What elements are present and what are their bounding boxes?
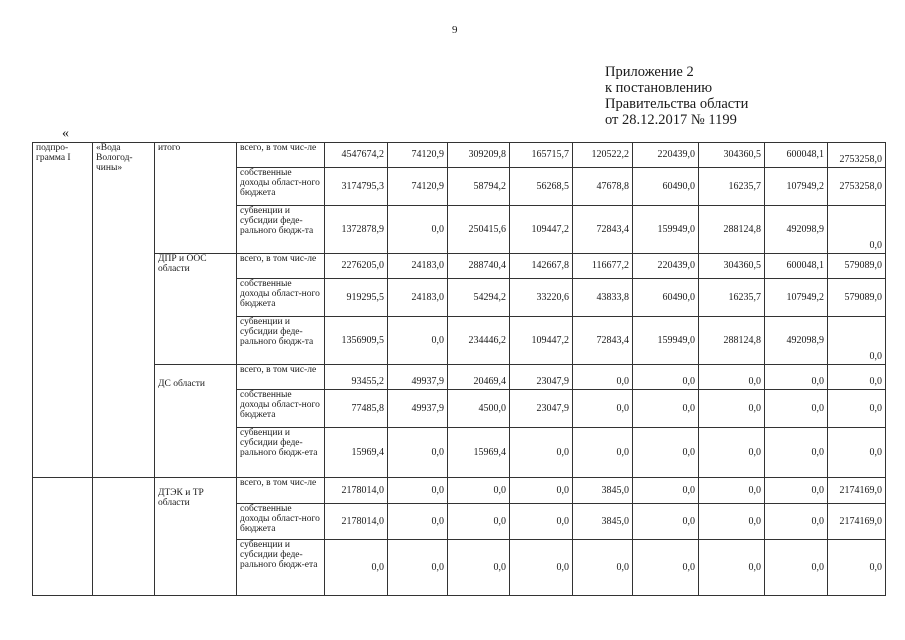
program-cell: подпро-грамма I — [33, 143, 93, 478]
program-name-cell: «Вода Вологод-чины» — [93, 143, 155, 478]
funding-type-cell: всего, в том чис-ле — [237, 478, 325, 504]
value-cell: 0,0 — [448, 478, 510, 504]
value-cell: 1356909,5 — [325, 317, 388, 365]
value-cell: 220439,0 — [633, 143, 699, 168]
value-cell: 0,0 — [388, 540, 448, 596]
program-cell-continued — [33, 478, 93, 596]
value-cell: 0,0 — [633, 504, 699, 540]
value-cell: 15969,4 — [448, 428, 510, 478]
value-cell: 3845,0 — [573, 504, 633, 540]
value-cell: 0,0 — [325, 540, 388, 596]
value-cell: 0,0 — [573, 390, 633, 428]
funding-type-cell: субвенции и субсидии феде-рального бюдж-та — [237, 317, 325, 365]
program-name-cell-continued — [93, 478, 155, 596]
funding-type-cell: субвенции и субсидии феде-рального бюдж-ета — [237, 540, 325, 596]
table-row — [33, 365, 886, 390]
funding-type-cell: всего, в том чис-ле — [237, 143, 325, 168]
value-cell: 579089,0 — [828, 279, 886, 317]
value-cell: 2178014,0 — [325, 478, 388, 504]
value-cell: 492098,9 — [765, 317, 828, 365]
value-cell: 288124,8 — [699, 317, 765, 365]
value-cell: 16235,7 — [699, 168, 765, 206]
value-cell: 49937,9 — [388, 390, 448, 428]
value-cell: 0,0 — [765, 504, 828, 540]
value-cell: 3174795,3 — [325, 168, 388, 206]
value-cell: 0,0 — [828, 206, 886, 254]
table-row — [33, 254, 886, 279]
value-cell: 579089,0 — [828, 254, 886, 279]
funding-type-cell: всего, в том чис-ле — [237, 254, 325, 279]
value-cell: 0,0 — [510, 478, 573, 504]
value-cell: 0,0 — [388, 504, 448, 540]
value-cell: 2276205,0 — [325, 254, 388, 279]
annex-line-1: Приложение 2 — [605, 64, 694, 80]
value-cell: 60490,0 — [633, 279, 699, 317]
value-cell: 77485,8 — [325, 390, 388, 428]
value-cell: 492098,9 — [765, 206, 828, 254]
value-cell: 0,0 — [573, 365, 633, 390]
value-cell: 4547674,2 — [325, 143, 388, 168]
budget-table — [32, 142, 886, 596]
annex-header — [605, 64, 748, 128]
value-cell: 0,0 — [699, 390, 765, 428]
value-cell: 2753258,0 — [828, 143, 886, 168]
value-cell: 74120,9 — [388, 143, 448, 168]
value-cell: 60490,0 — [633, 168, 699, 206]
value-cell: 2174169,0 — [828, 478, 886, 504]
annex-line-4: от 28.12.2017 № 1199 — [605, 112, 737, 128]
value-cell: 109447,2 — [510, 206, 573, 254]
value-cell: 16235,7 — [699, 279, 765, 317]
value-cell: 109447,2 — [510, 317, 573, 365]
value-cell: 20469,4 — [448, 365, 510, 390]
value-cell: 142667,8 — [510, 254, 573, 279]
funding-type-cell: всего, в том чис-ле — [237, 365, 325, 390]
page-number: 9 — [452, 24, 458, 36]
funding-type-cell: собственные доходы област-ного бюджета — [237, 279, 325, 317]
value-cell: 107949,2 — [765, 168, 828, 206]
funding-type-cell: собственные доходы област-ного бюджета — [237, 504, 325, 540]
value-cell: 309209,8 — [448, 143, 510, 168]
annex-line-3: Правительства области — [605, 96, 749, 112]
value-cell: 0,0 — [388, 428, 448, 478]
value-cell: 919295,5 — [325, 279, 388, 317]
value-cell: 0,0 — [510, 540, 573, 596]
value-cell: 116677,2 — [573, 254, 633, 279]
value-cell: 2174169,0 — [828, 504, 886, 540]
value-cell: 0,0 — [699, 504, 765, 540]
value-cell: 43833,8 — [573, 279, 633, 317]
value-cell: 288124,8 — [699, 206, 765, 254]
value-cell: 0,0 — [765, 540, 828, 596]
value-cell: 0,0 — [828, 540, 886, 596]
value-cell: 74120,9 — [388, 168, 448, 206]
value-cell: 304360,5 — [699, 254, 765, 279]
value-cell: 304360,5 — [699, 143, 765, 168]
value-cell: 0,0 — [388, 478, 448, 504]
value-cell: 159949,0 — [633, 206, 699, 254]
value-cell: 0,0 — [765, 478, 828, 504]
value-cell: 0,0 — [828, 317, 886, 365]
value-cell: 0,0 — [448, 504, 510, 540]
value-cell: 234446,2 — [448, 317, 510, 365]
value-cell: 107949,2 — [765, 279, 828, 317]
value-cell: 165715,7 — [510, 143, 573, 168]
value-cell: 33220,6 — [510, 279, 573, 317]
value-cell: 15969,4 — [325, 428, 388, 478]
value-cell: 58794,2 — [448, 168, 510, 206]
value-cell: 0,0 — [573, 540, 633, 596]
value-cell: 250415,6 — [448, 206, 510, 254]
funding-type-cell: собственные доходы област-ного бюджета — [237, 168, 325, 206]
value-cell: 0,0 — [510, 428, 573, 478]
value-cell: 0,0 — [699, 428, 765, 478]
value-cell: 1372878,9 — [325, 206, 388, 254]
value-cell: 288740,4 — [448, 254, 510, 279]
value-cell: 0,0 — [388, 317, 448, 365]
value-cell: 24183,0 — [388, 279, 448, 317]
value-cell: 0,0 — [633, 478, 699, 504]
executor-cell: ДС области — [155, 365, 237, 478]
value-cell: 0,0 — [828, 428, 886, 478]
value-cell: 0,0 — [828, 365, 886, 390]
value-cell: 54294,2 — [448, 279, 510, 317]
value-cell: 72843,4 — [573, 317, 633, 365]
value-cell: 0,0 — [448, 540, 510, 596]
value-cell: 3845,0 — [573, 478, 633, 504]
funding-type-cell: собственные доходы област-ного бюджета — [237, 390, 325, 428]
value-cell: 0,0 — [510, 504, 573, 540]
value-cell: 23047,9 — [510, 365, 573, 390]
value-cell: 220439,0 — [633, 254, 699, 279]
opening-quote-mark: « — [62, 126, 69, 141]
value-cell: 0,0 — [573, 428, 633, 478]
annex-line-2: к постановлению — [605, 80, 713, 96]
value-cell: 0,0 — [765, 428, 828, 478]
value-cell: 0,0 — [633, 390, 699, 428]
value-cell: 49937,9 — [388, 365, 448, 390]
value-cell: 56268,5 — [510, 168, 573, 206]
value-cell: 2178014,0 — [325, 504, 388, 540]
value-cell: 0,0 — [699, 365, 765, 390]
value-cell: 0,0 — [633, 540, 699, 596]
executor-cell: ДТЭК и ТР области — [155, 478, 237, 596]
value-cell: 23047,9 — [510, 390, 573, 428]
table-row — [33, 478, 886, 504]
funding-type-cell: субвенции и субсидии феде-рального бюдж-та — [237, 206, 325, 254]
value-cell: 0,0 — [699, 478, 765, 504]
executor-cell: ДПР и ООС области — [155, 254, 237, 365]
executor-cell: итого — [155, 143, 237, 254]
value-cell: 72843,4 — [573, 206, 633, 254]
value-cell: 600048,1 — [765, 143, 828, 168]
value-cell: 159949,0 — [633, 317, 699, 365]
value-cell: 0,0 — [765, 365, 828, 390]
value-cell: 0,0 — [633, 428, 699, 478]
value-cell: 2753258,0 — [828, 168, 886, 206]
value-cell: 0,0 — [388, 206, 448, 254]
value-cell: 0,0 — [765, 390, 828, 428]
value-cell: 47678,8 — [573, 168, 633, 206]
value-cell: 93455,2 — [325, 365, 388, 390]
table-row — [33, 143, 886, 168]
value-cell: 24183,0 — [388, 254, 448, 279]
value-cell: 0,0 — [699, 540, 765, 596]
value-cell: 0,0 — [828, 390, 886, 428]
funding-type-cell: субвенции и субсидии феде-рального бюдж-ета — [237, 428, 325, 478]
value-cell: 4500,0 — [448, 390, 510, 428]
value-cell: 120522,2 — [573, 143, 633, 168]
value-cell: 0,0 — [633, 365, 699, 390]
value-cell: 600048,1 — [765, 254, 828, 279]
